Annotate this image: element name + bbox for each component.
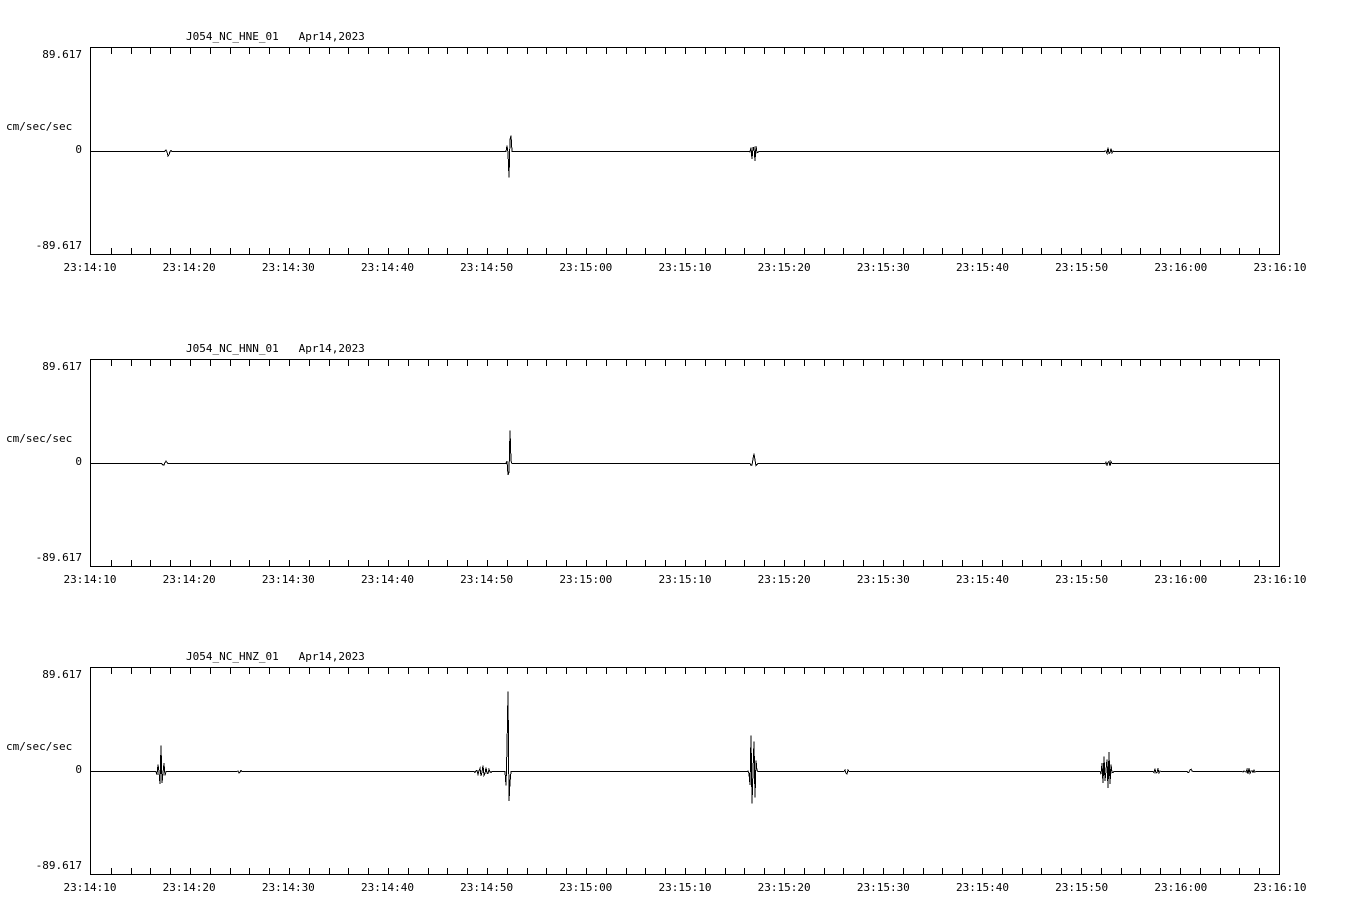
waveform-trace bbox=[91, 431, 1279, 475]
x-axis-tick-label: 23:14:30 bbox=[261, 881, 315, 894]
x-axis-tick-label: 23:15:50 bbox=[1055, 881, 1109, 894]
plot-area[interactable] bbox=[90, 47, 1280, 255]
x-axis-tick-label: 23:14:10 bbox=[63, 573, 117, 586]
y-axis-max-label: 89.617 bbox=[42, 360, 82, 373]
x-axis-tick-label: 23:15:40 bbox=[956, 881, 1009, 894]
x-axis-tick-label: 23:15:20 bbox=[757, 573, 811, 586]
x-axis-tick-label: 23:15:00 bbox=[559, 881, 613, 894]
y-axis-max-label: 89.617 bbox=[42, 48, 82, 61]
y-axis-unit-label: cm/sec/sec bbox=[6, 120, 73, 133]
x-axis-tick-label: 23:16:10 bbox=[1253, 261, 1307, 274]
y-axis-min-label: -89.617 bbox=[35, 859, 82, 872]
y-axis-unit-label: cm/sec/sec bbox=[6, 740, 73, 753]
y-axis-min-label: -89.617 bbox=[35, 551, 82, 564]
x-axis-tick-label: 23:15:50 bbox=[1055, 261, 1109, 274]
x-axis-tick-label: 23:15:20 bbox=[757, 261, 811, 274]
seismogram-panel-hne bbox=[0, 0, 1358, 290]
y-axis-zero-label: 0 bbox=[75, 455, 82, 468]
x-axis-tick-label: 23:16:00 bbox=[1154, 261, 1208, 274]
x-axis-tick-label: 23:15:30 bbox=[856, 881, 910, 894]
panel-title: J054_NC_HNN_01 Apr14,2023 bbox=[186, 342, 365, 355]
x-axis-tick-label: 23:15:30 bbox=[856, 261, 910, 274]
x-axis-tick-label: 23:14:20 bbox=[162, 261, 216, 274]
y-axis-unit-label: cm/sec/sec bbox=[6, 432, 73, 445]
x-axis-tick-label: 23:14:50 bbox=[460, 573, 514, 586]
x-axis-tick-label: 23:14:10 bbox=[63, 261, 117, 274]
waveform-trace bbox=[91, 692, 1279, 804]
x-axis-tick-label: 23:15:30 bbox=[856, 573, 910, 586]
x-axis-tick-label: 23:16:10 bbox=[1253, 881, 1307, 894]
x-axis-tick-label: 23:15:40 bbox=[956, 261, 1009, 274]
x-axis-tick-label: 23:15:40 bbox=[956, 573, 1009, 586]
x-axis-tick-label: 23:14:20 bbox=[162, 573, 216, 586]
waveform-trace bbox=[91, 136, 1279, 178]
x-axis-tick-label: 23:15:20 bbox=[757, 881, 811, 894]
x-axis-tick-label: 23:14:50 bbox=[460, 881, 514, 894]
y-axis-zero-label: 0 bbox=[75, 763, 82, 776]
panel-title: J054_NC_HNE_01 Apr14,2023 bbox=[186, 30, 365, 43]
x-axis-tick-label: 23:15:00 bbox=[559, 261, 613, 274]
seismogram-panel-hnz bbox=[0, 612, 1358, 924]
x-axis-tick-label: 23:14:40 bbox=[361, 881, 414, 894]
x-axis-tick-label: 23:14:30 bbox=[261, 261, 315, 274]
x-axis-tick-label: 23:15:50 bbox=[1055, 573, 1109, 586]
x-axis-tick-label: 23:15:10 bbox=[658, 261, 712, 274]
x-axis-tick-label: 23:14:50 bbox=[460, 261, 514, 274]
seismogram-panel-hnn bbox=[0, 305, 1358, 595]
y-axis-max-label: 89.617 bbox=[42, 668, 82, 681]
panel-title: J054_NC_HNZ_01 Apr14,2023 bbox=[186, 650, 365, 663]
x-axis-tick-label: 23:16:00 bbox=[1154, 573, 1208, 586]
plot-area[interactable] bbox=[90, 359, 1280, 567]
x-axis-tick-label: 23:15:10 bbox=[658, 881, 712, 894]
waveform-canvas bbox=[91, 48, 1279, 254]
y-axis-zero-label: 0 bbox=[75, 143, 82, 156]
y-axis-min-label: -89.617 bbox=[35, 239, 82, 252]
x-axis-tick-label: 23:16:10 bbox=[1253, 573, 1307, 586]
x-axis-tick-label: 23:14:20 bbox=[162, 881, 216, 894]
x-axis-tick-label: 23:14:40 bbox=[361, 261, 414, 274]
x-axis-tick-label: 23:14:10 bbox=[63, 881, 117, 894]
waveform-canvas bbox=[91, 360, 1279, 566]
x-axis-tick-label: 23:16:00 bbox=[1154, 881, 1208, 894]
plot-area[interactable] bbox=[90, 667, 1280, 875]
x-axis-tick-label: 23:14:30 bbox=[261, 573, 315, 586]
waveform-canvas bbox=[91, 668, 1279, 874]
x-axis-tick-label: 23:15:10 bbox=[658, 573, 712, 586]
x-axis-tick-label: 23:14:40 bbox=[361, 573, 414, 586]
x-axis-tick-label: 23:15:00 bbox=[559, 573, 613, 586]
